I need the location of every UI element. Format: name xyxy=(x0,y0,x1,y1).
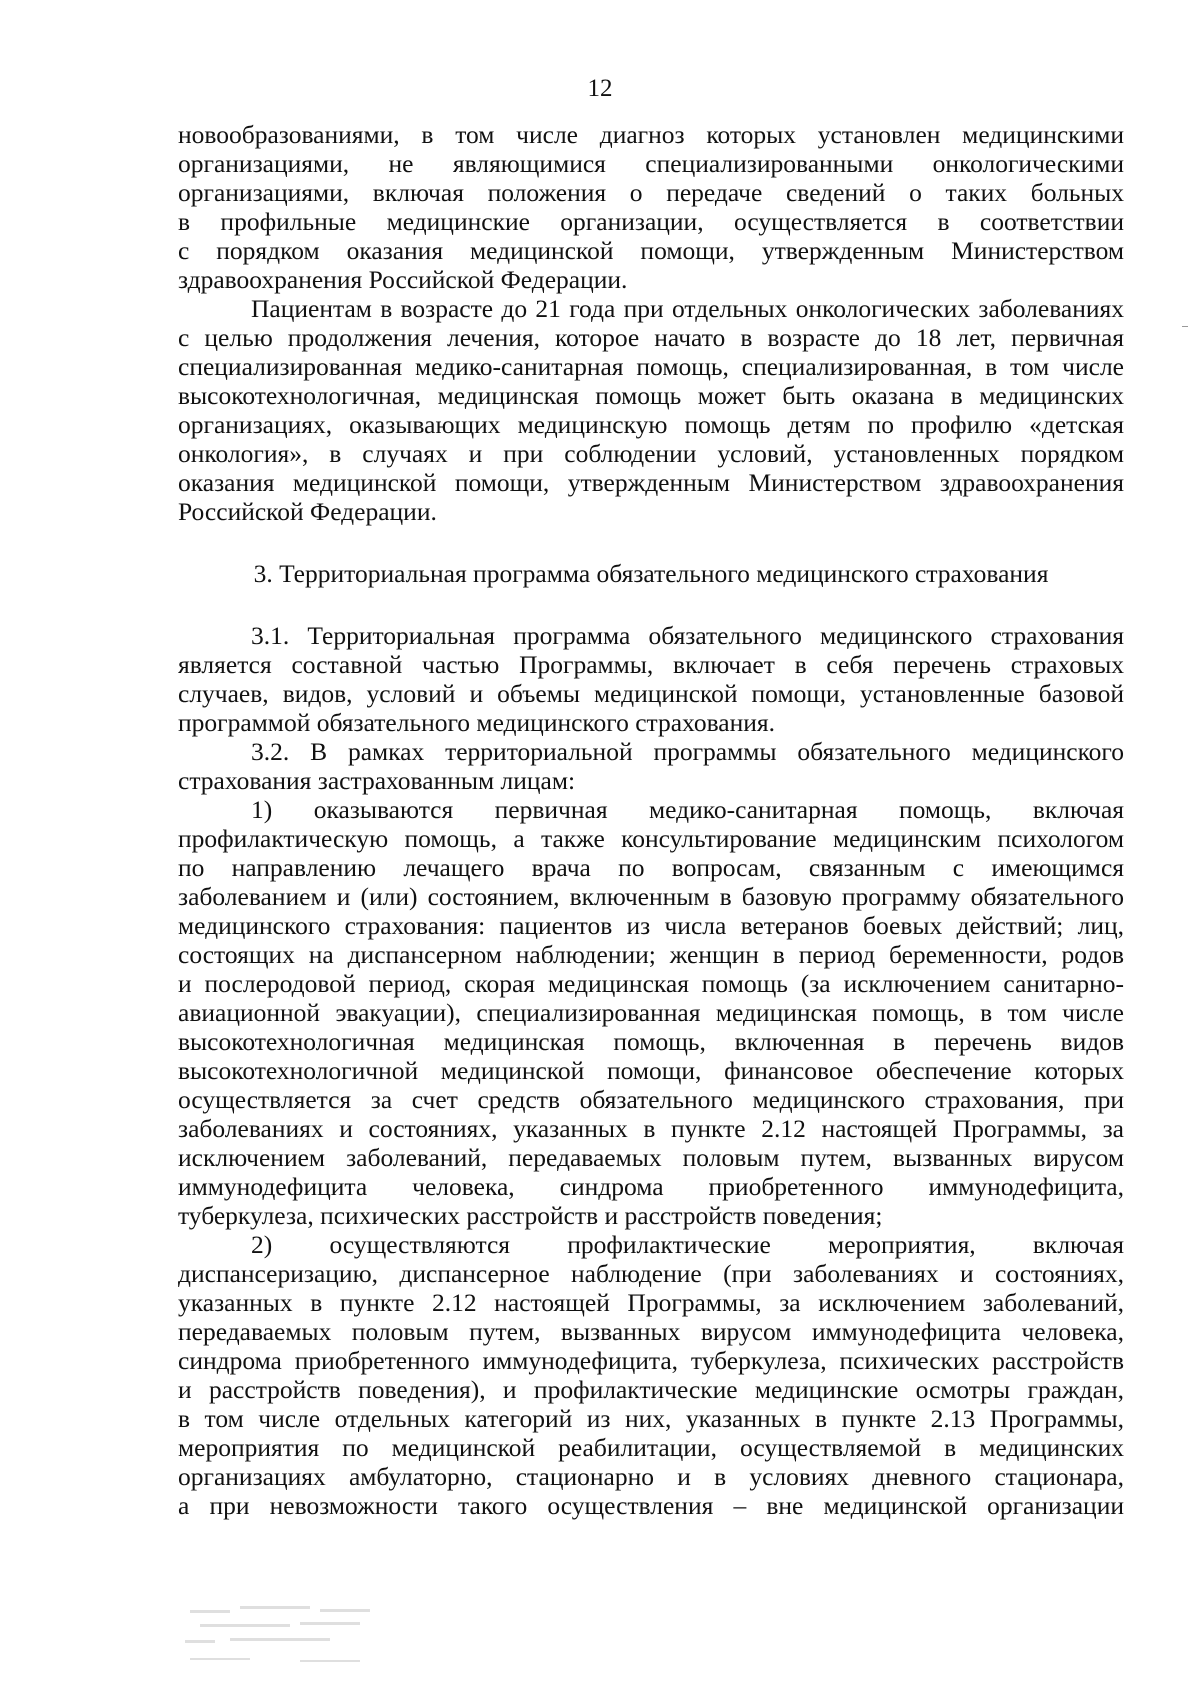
text-line: 1) оказываются первичная медико-санитарная помощь, включая xyxy=(251,795,1124,824)
text-line: передаваемых половым путем, вызванных вирусом иммунодефицита человека, xyxy=(178,1317,1124,1346)
scan-mark xyxy=(1182,326,1188,327)
text-line: заболеваниях и состояниях, указанных в пункте 2.12 настоящей Программы, за xyxy=(178,1114,1124,1143)
section-heading: 3. Территориальная программа обязательного медицинского страхования xyxy=(253,559,1049,588)
text-line: медицинского страхования: пациентов из числа ветеранов боевых действий; лиц, xyxy=(178,911,1124,940)
text-line: с целью продолжения лечения, которое начато в возрасте до 18 лет, первичная xyxy=(178,323,1124,352)
text-line: с порядком оказания медицинской помощи, утвержденным Министерством xyxy=(178,236,1124,265)
text-line: программой обязательного медицинского страхования. xyxy=(178,708,776,737)
text-line: заболеванием и (или) состоянием, включенным в базовую программу обязательного xyxy=(178,882,1124,911)
text-line: 3.2. В рамках территориальной программы обязательного медицинского xyxy=(251,737,1124,766)
text-line: иммунодефицита человека, синдрома приобретенного иммунодефицита, xyxy=(178,1172,1124,1201)
text-line: а при невозможности такого осуществления – вне медицинской организации xyxy=(178,1491,1124,1520)
text-line: 3.1. Территориальная программа обязательного медицинского страхования xyxy=(251,621,1124,650)
text-line: в профильные медицинские организации, осуществляется в соответствии xyxy=(178,207,1124,236)
text-line: профилактическую помощь, а также консультирование медицинским психологом xyxy=(178,824,1124,853)
text-line: оказания медицинской помощи, утвержденным Министерством здравоохранения xyxy=(178,468,1124,497)
text-line: указанных в пункте 2.12 настоящей Программы, за исключением заболеваний, xyxy=(178,1288,1124,1317)
text-line: организациях, оказывающих медицинскую помощь детям по профилю «детская xyxy=(178,410,1124,439)
text-line: высокотехнологичная, медицинская помощь может быть оказана в медицинских xyxy=(178,381,1124,410)
text-line: в том числе отдельных категорий из них, указанных в пункте 2.13 Программы, xyxy=(178,1404,1124,1433)
text-line: страхования застрахованным лицам: xyxy=(178,766,576,795)
text-line: случаев, видов, условий и объемы медицинской помощи, установленные базовой xyxy=(178,679,1124,708)
paragraph-oncology-patients xyxy=(178,294,1124,526)
text-line: диспансеризацию, диспансерное наблюдение (при заболеваниях и состояниях, xyxy=(178,1259,1124,1288)
text-line: по направлению лечащего врача по вопросам, связанным с имеющимся xyxy=(178,853,1124,882)
paragraph-3-2 xyxy=(178,737,1124,795)
page-number: 12 xyxy=(587,75,613,102)
paragraph-3-1 xyxy=(178,621,1124,737)
text-line: Российской Федерации. xyxy=(178,497,437,526)
text-line: и расстройств поведения), и профилактические медицинские осмотры граждан, xyxy=(178,1375,1124,1404)
text-line: онкология», в случаях и при соблюдении условий, установленных порядком xyxy=(178,439,1124,468)
text-line: организациями, включая положения о передаче сведений о таких больных xyxy=(178,178,1124,207)
text-line: синдрома приобретенного иммунодефицита, туберкулеза, психических расстройств xyxy=(178,1346,1124,1375)
list-item-1 xyxy=(178,795,1124,1230)
text-line: новообразованиями, в том числе диагноз которых установлен медицинскими xyxy=(178,120,1124,149)
text-line: туберкулеза, психических расстройств и расстройств поведения; xyxy=(178,1201,883,1230)
text-line: является составной частью Программы, включает в себя перечень страховых xyxy=(178,650,1124,679)
text-line: организациях амбулаторно, стационарно и в условиях дневного стационара, xyxy=(178,1462,1124,1491)
text-line: осуществляется за счет средств обязательного медицинского страхования, при xyxy=(178,1085,1124,1114)
text-line: высокотехнологичной медицинской помощи, финансовое обеспечение которых xyxy=(178,1056,1124,1085)
text-line: организациями, не являющимися специализированными онкологическими xyxy=(178,149,1124,178)
paragraph-continuation xyxy=(178,120,1124,294)
text-line: состоящих на диспансерном наблюдении; женщин в период беременности, родов xyxy=(178,940,1124,969)
text-line: Пациентам в возрасте до 21 года при отдельных онкологических заболеваниях xyxy=(251,294,1124,323)
text-line: авиационной эвакуации), специализированная медицинская помощь, в том числе xyxy=(178,998,1124,1027)
scan-smudge xyxy=(180,1600,390,1670)
document-body xyxy=(178,120,1124,1520)
text-line: мероприятия по медицинской реабилитации, осуществляемой в медицинских xyxy=(178,1433,1124,1462)
text-line: высокотехнологичная медицинская помощь, включенная в перечень видов xyxy=(178,1027,1124,1056)
text-line: исключением заболеваний, передаваемых половым путем, вызванных вирусом xyxy=(178,1143,1124,1172)
list-item-2 xyxy=(178,1230,1124,1520)
text-line: и послеродовой период, скорая медицинская помощь (за исключением санитарно- xyxy=(178,969,1124,998)
text-line: здравоохранения Российской Федерации. xyxy=(178,265,628,294)
text-line: специализированная медико-санитарная помощь, специализированная, в том числе xyxy=(178,352,1124,381)
text-line: 2) осуществляются профилактические мероприятия, включая xyxy=(251,1230,1124,1259)
